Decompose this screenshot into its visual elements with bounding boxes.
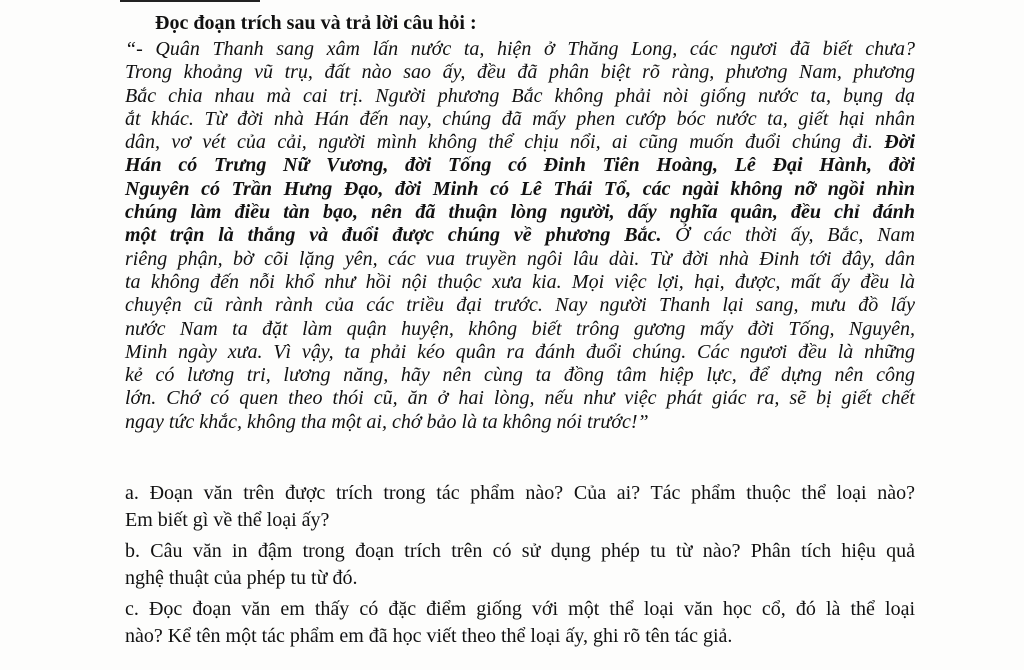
passage-line [125, 224, 915, 247]
bold-passage-line: Nguyên có Trần Hưng Đạo, đời Minh có Lê Thái Tổ, các ngài không nỡ ngồi nhìn [125, 177, 915, 200]
question-a [125, 480, 915, 534]
passage-line: Trong khoảng vũ trụ, đất nào sao ấy, đều đã phân biệt rõ ràng, phương Nam, phương [125, 61, 915, 84]
question-text: a. Đoạn văn trên được trích trong tác phẩm nào? Của ai? Tác phẩm thuộc thể loại nào? [125, 482, 915, 504]
bold-passage-line: Hán có Trưng Nữ Vương, đời Tống có Đinh Tiên Hoàng, Lê Đại Hành, đời [125, 154, 915, 177]
question-text: Em biết gì về thể loại ấy? [125, 509, 330, 531]
question-text: nào? Kể tên một tác phẩm em đã học viết theo thể loại ấy, ghi rõ tên tác giả. [125, 625, 733, 647]
passage-line: nước Nam ta đặt làm quận huyện, không biết trông gương mấy đời Tống, Nguyên, [125, 317, 915, 340]
passage-line: ta không đến nỗi khổ như hồi nội thuộc xưa kia. Mọi việc lợi, hại, được, mất ấy đều là [125, 270, 915, 293]
question-list [125, 480, 915, 654]
passage-text: Ở các thời ấy, Bắc, Nam [661, 224, 915, 247]
bold-passage-line: chúng làm điều tàn bạo, nên đã thuận lòng người, dấy nghĩa quân, đều chỉ đánh [125, 201, 915, 224]
passage-line: chuyện cũ rành rành của các triều đại trước. Nay người Thanh lại sang, mưu đồ lấy [125, 294, 915, 317]
passage-line: ngay tức khắc, không tha một ai, chớ bảo là ta không nói trước!” [125, 410, 649, 433]
passage-text: dân, vơ vét của cải, người mình không thể chịu nổi, ai cũng muốn đuổi chúng đi. [125, 131, 885, 154]
bold-sentence-start: Đời [884, 131, 915, 154]
passage-line: ắt khác. Từ đời nhà Hán đến nay, chúng đã mấy phen cướp bóc nước ta, giết hại nhân [125, 107, 915, 130]
passage-line: Minh ngày xưa. Vì vậy, ta phải kéo quân ra đánh đuổi chúng. Các ngươi đều là những [125, 340, 915, 363]
passage-line [125, 131, 915, 154]
passage-line: “- Quân Thanh sang xâm lấn nước ta, hiện ở Thăng Long, các ngươi đã biết chưa? [125, 38, 915, 60]
question-text: b. Câu văn in đậm trong đoạn trích trên có sử dụng phép tu từ nào? Phân tích hiệu quả [125, 540, 915, 562]
passage-line: kẻ có lương tri, lương năng, hãy nên cùng ta đồng tâm hiệp lực, để dựng nên công [125, 364, 915, 387]
question-text: c. Đọc đoạn văn em thấy có đặc điểm giống với một thể loại văn học cổ, đó là thể loại [125, 598, 915, 620]
passage-line: riêng phận, bờ cõi lặng yên, các vua truyền ngôi lâu dài. Từ đời nhà Đinh tới đây, dân [125, 247, 915, 270]
question-c [125, 596, 915, 650]
top-rule [120, 0, 260, 2]
passage-line: lớn. Chớ có quen theo thói cũ, ăn ở hai lòng, nếu như việc phát giác ra, sẽ bị giết chết [125, 387, 915, 410]
passage-excerpt [125, 38, 915, 434]
exercise-heading: Đọc đoạn trích sau và trả lời câu hỏi : [155, 12, 477, 34]
passage-line: Bắc chia nhau mà cai trị. Người phương Bắc không phải nòi giống nước ta, bụng dạ [125, 84, 915, 107]
bold-sentence-end: một trận là thắng và đuổi được chúng về phương Bắc. [125, 224, 662, 247]
question-text: nghệ thuật của phép tu từ đó. [125, 567, 358, 589]
question-b [125, 538, 915, 592]
